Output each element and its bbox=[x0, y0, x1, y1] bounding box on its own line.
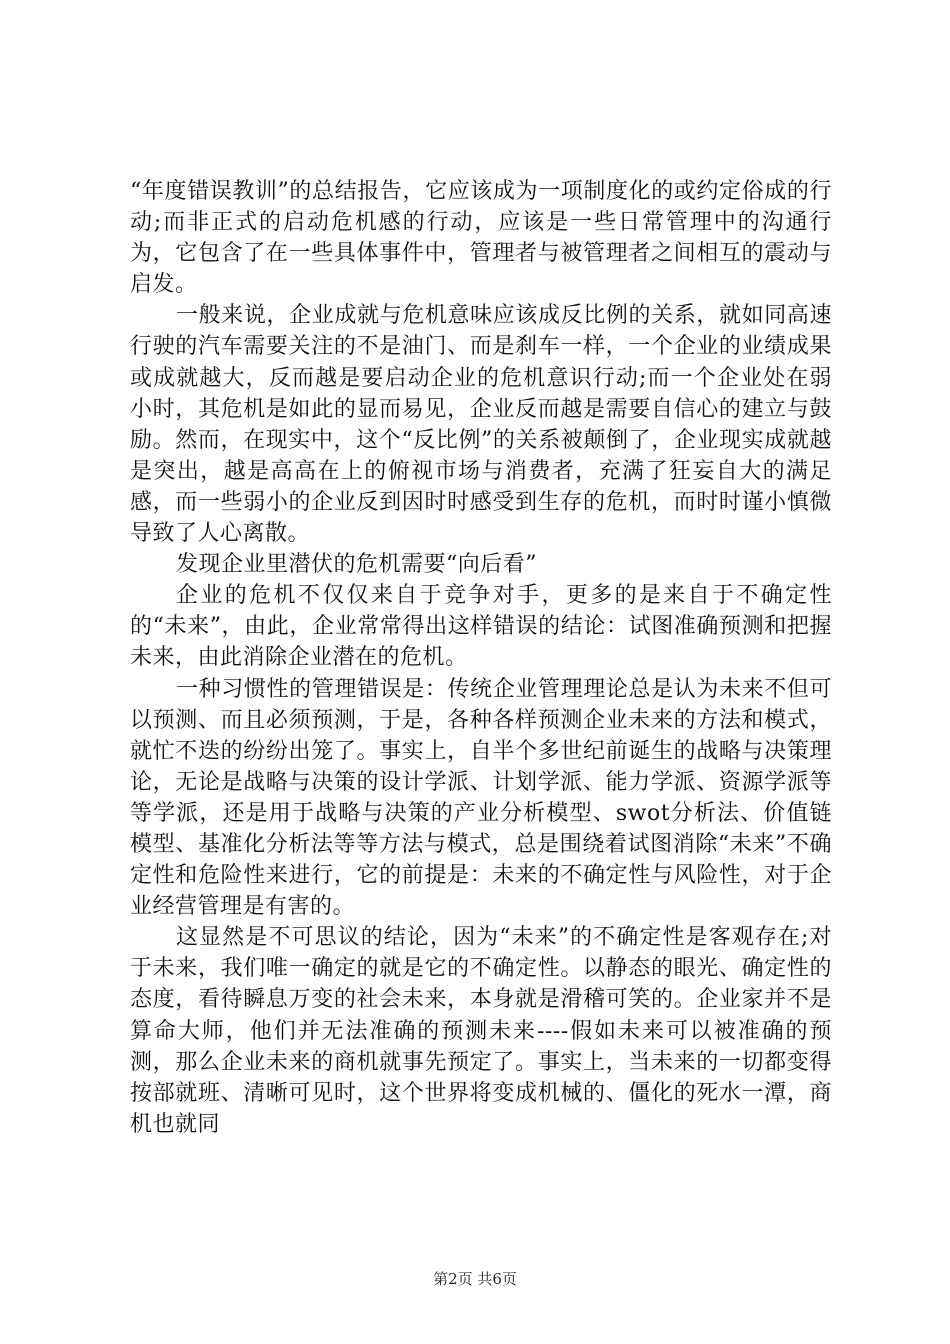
paragraph: 这显然是不可思议的结论，因为“未来”的不确定性是客观存在;对于未来，我们唯一确定的就是它的不确定性。以静态的眼光、确定性的态度，看待瞬息万变的社会未来，本身就是滑稽可笑的。企业家并不是算命大师，他们并无法准确的预测未来----假如未来可以被准确的预测，那么企业未来的商机就事先预定了。事实上，当未来的一切都变得按部就班、清晰可见时，这个世界将变成机械的、僵化的死水一潭，商机也就同 bbox=[130, 925, 832, 1137]
paragraph: 一般来说，企业成就与危机意味应该成反比例的关系，就如同高速行驶的汽车需要关注的不是油门、而是刹车一样，一个企业的业绩成果或成就越大，反而越是要启动企业的危机意识行动;而一个企业处在弱小时，其危机是如此的显而易见，企业反而越是需要自信心的建立与鼓励。然而，在现实中，这个“反比例”的关系被颠倒了，企业现实成就越是突出，越是高高在上的俯视市场与消费者，充满了狂妄自大的满足感，而一些弱小的企业反到因时时感受到生存的危机，而时时谨小慎微导致了人心离散。 bbox=[130, 303, 832, 547]
paragraph: 企业的危机不仅仅来自于竞争对手，更多的是来自于不确定性的“未来”，由此，企业常常得出这样错误的结论：试图准确预测和把握未来，由此消除企业潜在的危机。 bbox=[130, 583, 832, 671]
body-text bbox=[130, 176, 832, 1140]
section-heading: 发现企业里潜伏的危机需要“向后看” bbox=[176, 552, 537, 578]
page-footer: 第2页 共6页 bbox=[433, 1270, 517, 1288]
paragraph-continued: “年度错误教训”的总结报告，它应该成为一项制度化的或约定俗成的行动;而非正式的启动危机感的行动，应该是一些日常管理中的沟通行为，它包含了在一些具体事件中，管理者与被管理者之间相互的震动与启发。 bbox=[130, 179, 832, 298]
paragraph: 一种习惯性的管理错误是：传统企业管理理论总是认为未来不但可以预测、而且必须预测，于是，各种各样预测企业未来的方法和模式，就忙不迭的纷纷出笼了。事实上，自半个多世纪前诞生的战略与决策理论，无论是战略与决策的设计学派、计划学派、能力学派、资源学派等等学派，还是用于战略与决策的产业分析模型、swot分析法、价值链模型、基准化分析法等等方法与模式，总是围绕着试图消除“未来”不确定性和危险性来进行，它的前提是：未来的不确定性与风险性，对于企业经营管理是有害的。 bbox=[130, 676, 832, 920]
